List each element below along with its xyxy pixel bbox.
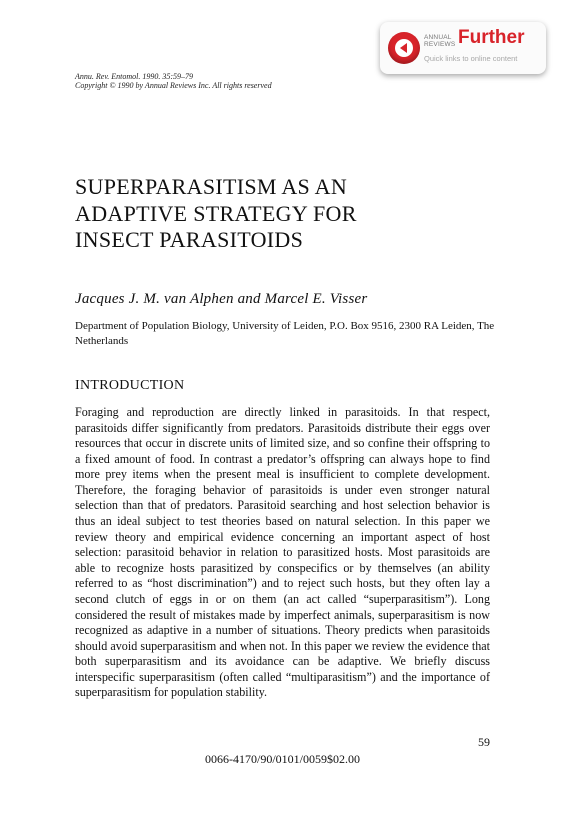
- author-affiliation: Department of Population Biology, University of Leiden, P.O. Box 9516, 2300 RA Leiden, The Netherlands: [75, 320, 495, 347]
- citation-line-1: Annu. Rev. Entomol. 1990. 35:59–79: [75, 72, 194, 81]
- article-title: [75, 174, 505, 254]
- introduction-paragraph: Foraging and reproduction are directly linked in parasitoids. In that respect, parasitoids differ significantly from predators. Parasitoids distribute their eggs over resources that occur in discrete units of limited size, and so confine their offspring to a fixed amount of food. In contrast a predator’s offspring can always hope to find more prey items when the present meal is insufficient to complete development. Therefore, the foraging behavior of parasitoids is under even stronger natural selection than that of predators. Parasitoid searching and host selection behavior is thus an ideal subject to test theories based on natural selection. In this paper we review theory and empirical evidence concerning an important aspect of host selection: parasitoid behavior in relation to parasitized hosts. Most parasitoids are able to recognize hosts parasitized by conspecifics or by themselves (an ability referred to as “host discrimination”) and to reject such hosts, but they often lay a second clutch of eggs in or on them (an act called “superparasitism”). Long considered the result of mistakes made by imperfect animals, superparasitism is now recognized as adaptive in a number of situations. Theory predicts when parasitoids should avoid superparasitism and when not. In this paper we review the evidence that both superparasitism and its avoidance can be adaptive. We briefly discuss interspecific superparasitism (often called “multiparasitism”) and the importance of superparasitism for population stability.: [75, 405, 490, 700]
- section-heading: INTRODUCTION: [75, 378, 185, 393]
- article-authors: Jacques J. M. van Alphen and Marcel E. Visser: [75, 291, 368, 307]
- badge-subtitle: Quick links to online content: [424, 54, 518, 63]
- article-code: 0066-4170/90/0101/0059$02.00: [205, 752, 360, 766]
- annual-reviews-further-badge[interactable]: [380, 22, 546, 74]
- back-arrow-circle-icon: [388, 32, 420, 64]
- badge-publisher-label: [424, 34, 455, 48]
- title-line-3: INSECT PARASITOIDS: [75, 227, 304, 252]
- badge-small-line-1: ANNUAL: [424, 34, 452, 41]
- page-number: 59: [478, 735, 490, 749]
- badge-further-label: Further: [458, 27, 525, 48]
- badge-small-line-2: REVIEWS: [424, 41, 456, 48]
- title-line-2: ADAPTIVE STRATEGY FOR: [75, 200, 357, 226]
- journal-citation: [75, 72, 272, 90]
- title-line-1: SUPERPARASITISM AS AN: [75, 174, 348, 199]
- citation-line-2: Copyright © 1990 by Annual Reviews Inc. All rights reserved: [75, 81, 272, 90]
